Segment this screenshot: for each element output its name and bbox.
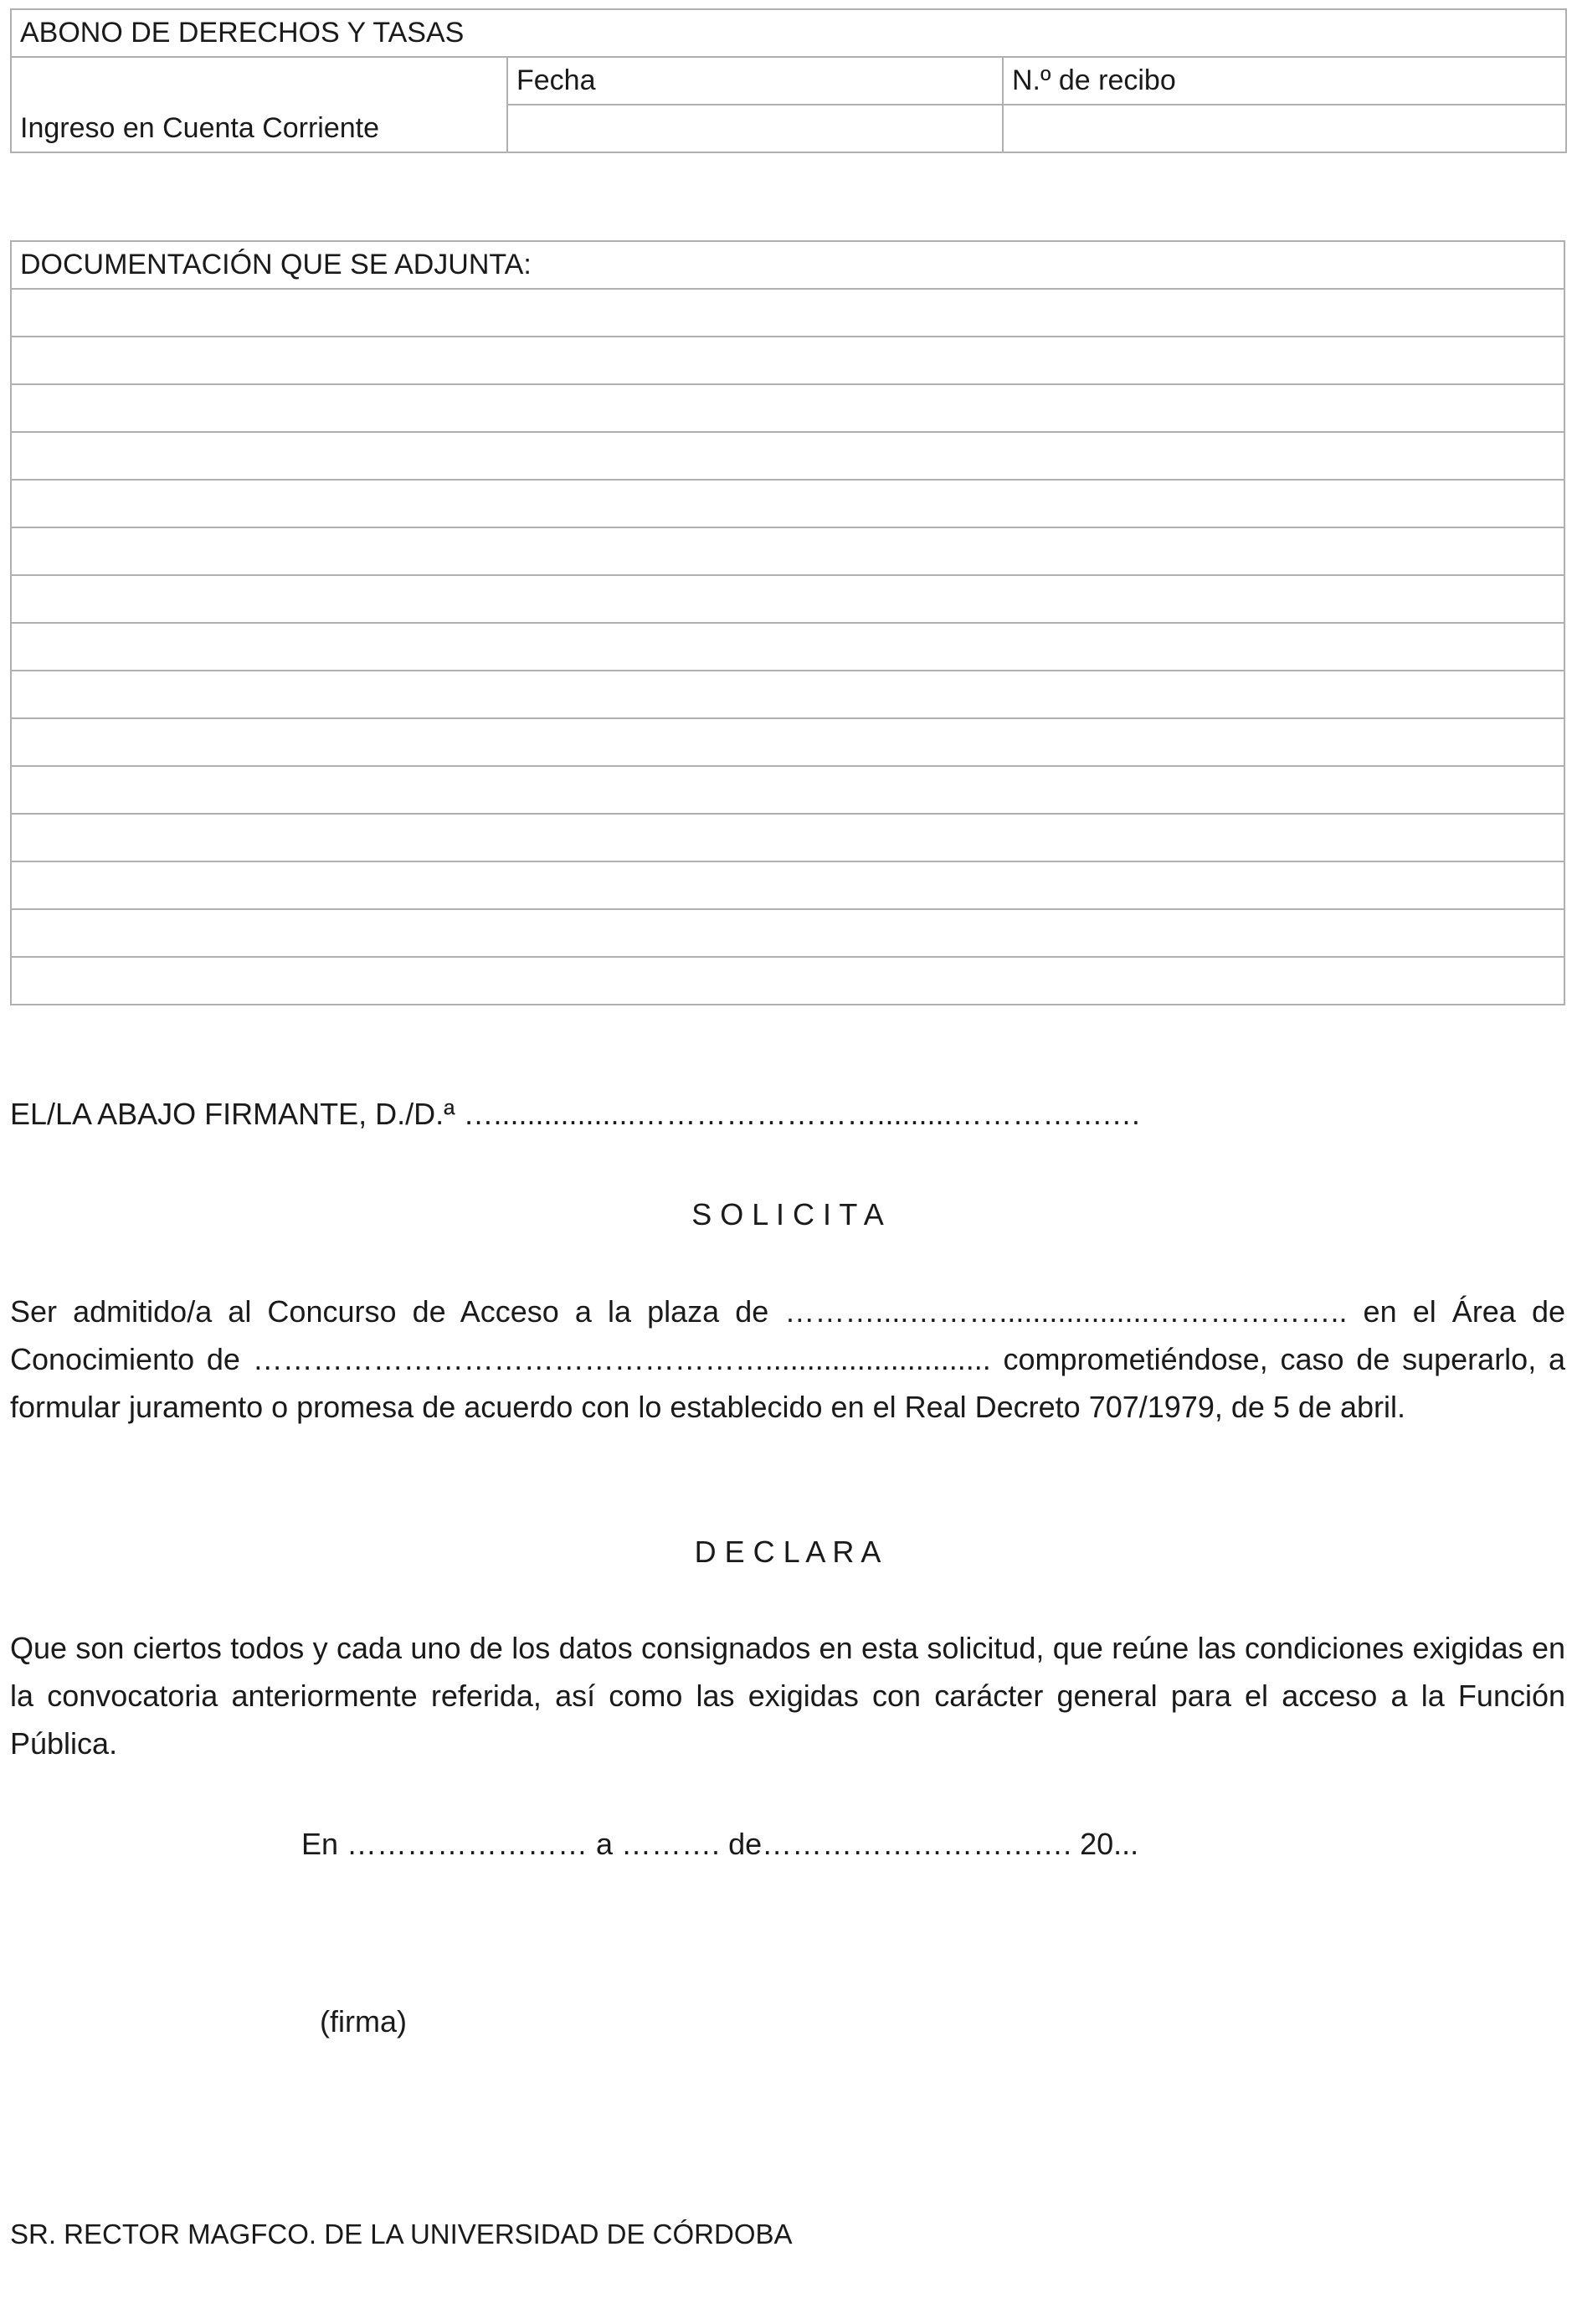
ingreso-label: Ingreso en Cuenta Corriente (11, 105, 507, 152)
recibo-label: N.º de recibo (1003, 57, 1566, 105)
recibo-field[interactable] (1003, 105, 1566, 152)
document-line[interactable] (11, 814, 1564, 861)
solicita-paragraph: Ser admitido/a al Concurso de Acceso a la plaza de ………....………..................……………….. en el Área de Conocimiento de ……………………………………………........................... comprometiéndose, caso de superarlo, a formular juramento o promesa de acuerdo con lo establecido en el Real Decreto 707/1979, de 5 de abril. (10, 1294, 1565, 1424)
place-date-line: En …………………… a ………. de…………………………. 20... (301, 1827, 1139, 1861)
document-line[interactable] (11, 432, 1564, 480)
documents-title: DOCUMENTACIÓN QUE SE ADJUNTA: (11, 241, 1564, 289)
document-line[interactable] (11, 766, 1564, 814)
document-line[interactable] (11, 289, 1564, 337)
document-line[interactable] (11, 575, 1564, 623)
declara-heading: D E C L A R A (694, 1535, 881, 1569)
fees-table (10, 8, 1567, 153)
documents-table (10, 240, 1565, 1005)
document-line[interactable] (11, 909, 1564, 957)
form-page (10, 8, 1565, 2249)
document-line[interactable] (11, 718, 1564, 766)
firmante-line: EL/LA ABAJO FIRMANTE, D./D.ª ….................…………………….........…………….… (10, 1097, 1142, 1131)
document-line[interactable] (11, 623, 1564, 671)
document-line[interactable] (11, 384, 1564, 432)
fecha-label: Fecha (507, 57, 1003, 105)
document-line[interactable] (11, 527, 1564, 575)
document-line[interactable] (11, 337, 1564, 384)
fees-blank-cell (11, 57, 507, 105)
declara-paragraph: Que son ciertos todos y cada uno de los datos consignados en esta solicitud, que reúne las condiciones exigidas en la convocatoria anteriormente referida, así como las exigidas con carácter general para el acceso a la Función Pública. (10, 1631, 1565, 1761)
fees-title: ABONO DE DERECHOS Y TASAS (11, 9, 1566, 57)
document-line[interactable] (11, 957, 1564, 1005)
document-line[interactable] (11, 671, 1564, 718)
addressee-line: SR. RECTOR MAGFCO. DE LA UNIVERSIDAD DE CÓRDOBA (10, 2219, 793, 2249)
fecha-field[interactable] (507, 105, 1003, 152)
document-line[interactable] (11, 861, 1564, 909)
solicita-heading: S O L I C I T A (691, 1197, 884, 1231)
document-line[interactable] (11, 480, 1564, 527)
signature-label: (firma) (320, 2004, 407, 2039)
